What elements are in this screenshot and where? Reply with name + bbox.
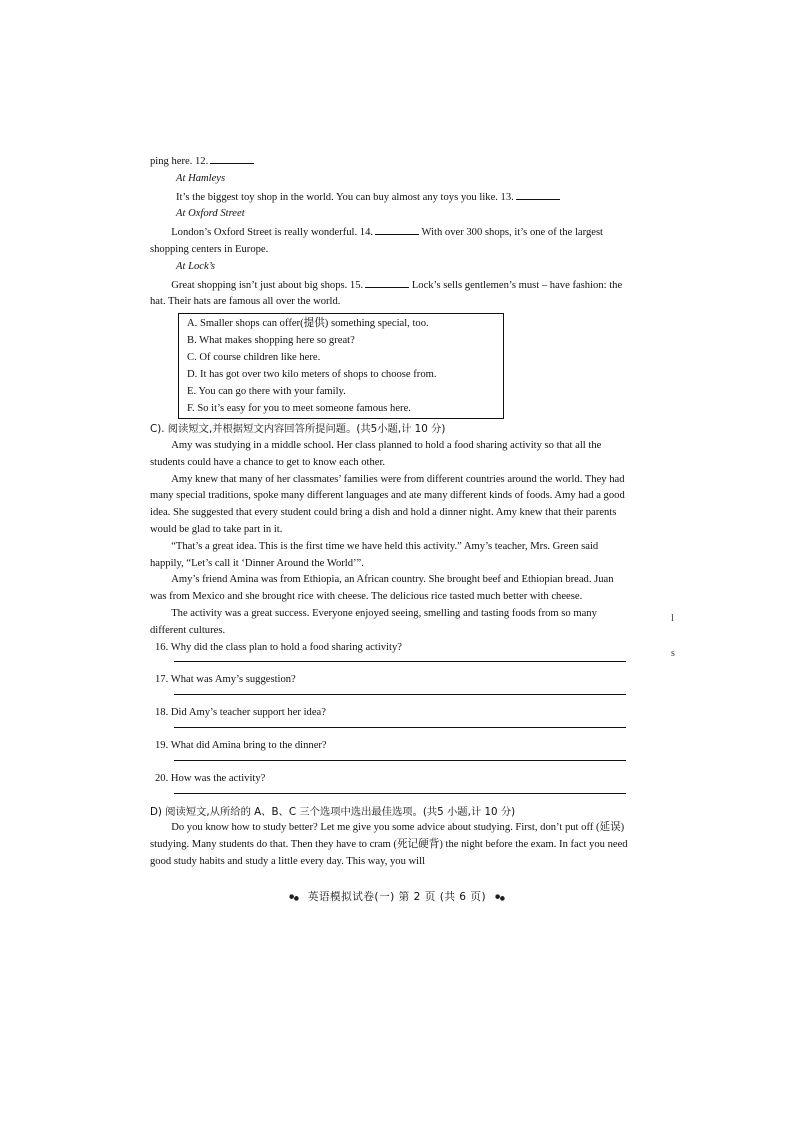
exam-page [150, 152, 630, 871]
passage-c-paragraph-1: Amy was studying in a middle school. Her class planned to hold a food sharing activity so that all the students could have a chance to get to know each other. [150, 439, 602, 468]
line-q14: London’s Oxford Street is really wonderful. 14. With over 300 shops, it’s one of the largest shopping centers in Europe. [150, 223, 630, 259]
passage-c-paragraph-3: “That’s a great idea. This is the first time we have held this activity.” Amy’s teacher, Mrs. Green said happily, “Let’s call it ‘Dinner Around the World’”. [150, 540, 599, 569]
section-d-heading: D) 阅读短文,从所给的 A、B、C 三个选项中选出最佳选项。(共5 小题,计 10 分) [150, 805, 516, 818]
footer-text: 英语模拟试卷(一) 第 2 页 (共 6 页) [307, 891, 487, 903]
subheading-oxford: At Oxford Street [176, 208, 245, 220]
question-19: 19. What did Amina bring to the dinner? [155, 739, 327, 751]
question-17: 17. What was Amy’s suggestion? [155, 674, 296, 686]
footer-ornament-right-icon [494, 893, 506, 902]
answer-line-20[interactable] [174, 793, 626, 794]
answer-line-19[interactable] [174, 760, 626, 761]
answer-blank-12[interactable] [210, 152, 254, 164]
answer-blank-13[interactable] [516, 188, 560, 200]
option-b: B. What makes shopping here so great? [187, 335, 355, 347]
option-c: C. Of course children like here. [187, 352, 321, 364]
answer-line-17[interactable] [174, 694, 626, 695]
margin-mark-1: l [671, 613, 674, 624]
subheading-hamleys: At Hamleys [176, 172, 226, 184]
page-footer [0, 889, 794, 906]
answer-line-18[interactable] [174, 727, 626, 728]
question-18: 18. Did Amy’s teacher support her idea? [155, 707, 326, 719]
margin-mark-2: s [671, 648, 675, 659]
passage-c-paragraph-2: Amy knew that many of her classmates’ families were from different countries around the world. They had many special traditions, spoke many different languages and ate many different kinds of foods. Amy had a good idea. She suggested that every student could bring a dish and hold a dinner night. Amy knew that their parents would be glad to take part in it. [150, 473, 625, 535]
question-16: 16. Why did the class plan to hold a food sharing activity? [155, 641, 402, 653]
answer-line-16[interactable] [174, 661, 626, 662]
line-q13: It’s the biggest toy shop in the world. You can buy almost any toys you like. 13. [150, 188, 630, 207]
answer-blank-14[interactable] [375, 223, 419, 235]
line-q15: Great shopping isn’t just about big shops. 15. Lock’s sells gentlemen’s must – have fashion: the hat. Their hats are famous all over the world. [150, 276, 630, 312]
line-q12: ping here. 12. [150, 152, 630, 171]
passage-c-paragraph-4: Amy’s friend Amina was from Ethiopia, an African country. She brought beef and Ethiopian bread. Juan was from Mexico and she brought rice with cheese. The delicious rice tasted much better with cheese. [150, 574, 614, 603]
footer-ornament-left-icon [288, 893, 300, 902]
subheading-locks: At Lock’s [176, 260, 215, 272]
passage-c-paragraph-5: The activity was a great success. Everyone enjoyed seeing, smelling and tasting foods from so many different cultures. [150, 607, 597, 636]
section-c-heading: C). 阅读短文,并根据短文内容回答所提问题。(共5小题,计 10 分) [150, 423, 446, 436]
question-20: 20. How was the activity? [155, 772, 266, 784]
answer-blank-15[interactable] [365, 276, 409, 288]
option-f: F. So it’s easy for you to meet someone famous here. [187, 403, 411, 415]
option-e: E. You can go there with your family. [187, 386, 346, 398]
options-box [178, 313, 504, 419]
option-a: A. Smaller shops can offer(提供) something special, too. [187, 318, 429, 330]
option-d: D. It has got over two kilo meters of shops to choose from. [187, 369, 437, 381]
passage-d-paragraph-1: Do you know how to study better? Let me give you some advice about studying. First, don’t put off (延误) studying. Many students do that. Then they have to cram (死记硬背) the night before the exam. In fact you need good study habits and study a little every day. This way, you will [150, 822, 628, 867]
